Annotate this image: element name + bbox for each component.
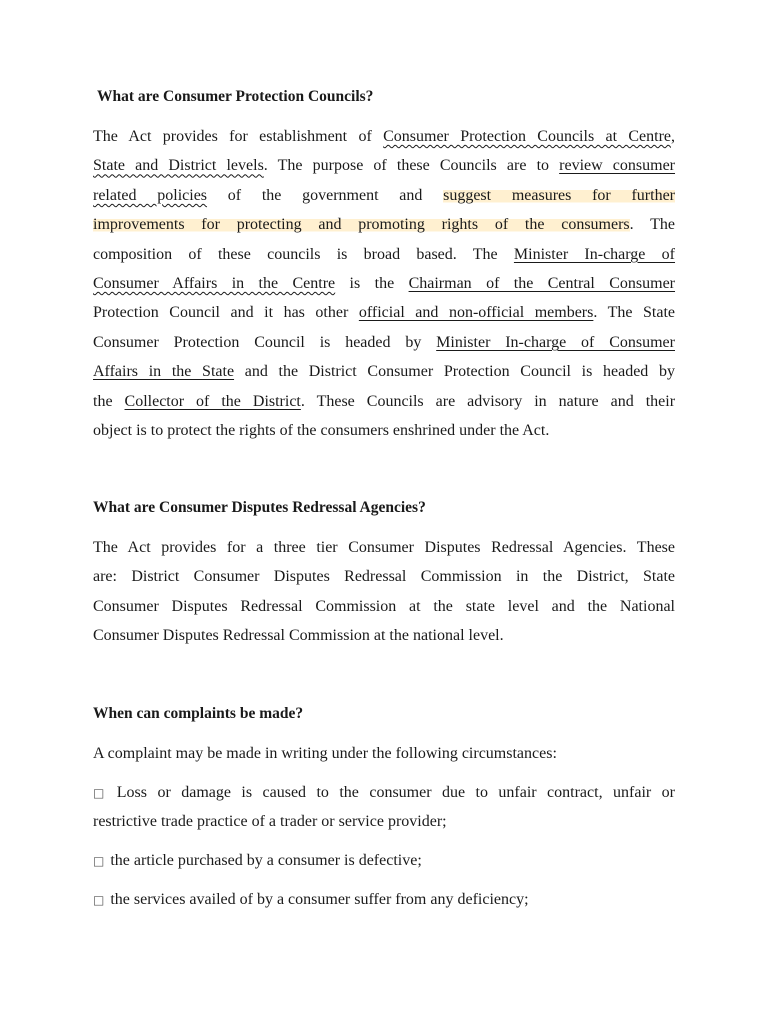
- annotation-underline: Consumer Affairs in the Centre: [93, 274, 336, 292]
- bullet-box-icon: □: [93, 893, 105, 907]
- text-line: the Collector of the District. These Councils are advisory in nature and their: [93, 392, 676, 410]
- paragraph-complaints-intro: [93, 739, 675, 768]
- section-heading-complaints: When can complaints be made?: [93, 705, 304, 722]
- text-line: Protection Council and it has other official and non-official members. The State: [93, 304, 676, 322]
- bullet-item: [93, 846, 675, 875]
- annotation-highlight: improvements for protecting and promoting rights of the consumers: [93, 216, 630, 234]
- text-line: are: District Consumer Disputes Redressal Commission in the District, State: [93, 568, 675, 586]
- bullet-item: [93, 885, 675, 914]
- annotation-underline: official and non-official members: [358, 304, 594, 322]
- text-line: Consumer Disputes Redressal Commission at the state level and the National: [93, 597, 675, 615]
- bullet-box-icon: □: [93, 786, 111, 800]
- annotation-underline: review consumer: [559, 157, 676, 175]
- text-line: State and District levels. The purpose of these Councils are to review consumer: [93, 157, 676, 175]
- paragraph-agencies: [93, 533, 675, 651]
- text-line: □ the services availed of by a consumer suffer from any deficiency;: [93, 891, 529, 908]
- text-line: □ the article purchased by a consumer is defective;: [93, 852, 422, 869]
- annotation-underline: related policies: [93, 186, 208, 204]
- text-line: object is to protect the rights of the consumers enshrined under the Act.: [93, 421, 550, 439]
- text-line: The Act provides for establishment of Consumer Protection Councils at Centre,: [93, 128, 675, 145]
- text-line: restrictive trade practice of a trader or service provider;: [93, 813, 447, 831]
- section-heading-agencies: What are Consumer Disputes Redressal Agencies?: [93, 499, 426, 516]
- annotation-underline: Consumer Protection Councils at Centre: [383, 128, 671, 145]
- text-line: Consumer Protection Council is headed by Minister In-charge of Consumer: [93, 333, 675, 351]
- text-line: improvements for protecting and promoting rights of the consumers. The: [93, 216, 676, 234]
- text-line: Affairs in the State and the District Consumer Protection Council is headed by: [93, 363, 675, 381]
- text-line: related policies of the government and suggest measures for further: [93, 186, 676, 204]
- annotation-highlight: suggest measures for further: [443, 186, 676, 204]
- bullet-item: [93, 778, 675, 837]
- text-line: □ Loss or damage is caused to the consumer due to unfair contract, unfair or: [93, 784, 675, 801]
- annotation-underline: State and District levels: [93, 157, 264, 175]
- annotation-underline: Affairs in the State: [93, 363, 235, 381]
- bullet-box-icon: □: [93, 854, 105, 868]
- paragraph-councils: [93, 122, 675, 445]
- annotation-underline: Collector of the District: [124, 392, 301, 410]
- annotation-underline: Minister In-charge of: [513, 245, 676, 263]
- text-line: Consumer Affairs in the Centre is the Chairman of the Central Consumer: [93, 274, 676, 292]
- section-heading-councils: What are Consumer Protection Councils?: [97, 88, 374, 105]
- text-line: The Act provides for a three tier Consumer Disputes Redressal Agencies. These: [93, 539, 675, 556]
- text-line: Consumer Disputes Redressal Commission at the national level.: [93, 627, 504, 645]
- text-line: composition of these councils is broad based. The Minister In-charge of: [93, 245, 676, 263]
- text-line: A complaint may be made in writing under the following circumstances:: [93, 745, 557, 762]
- annotation-underline: Minister In-charge of Consumer: [436, 333, 675, 351]
- annotation-underline: Chairman of the Central Consumer: [408, 274, 676, 292]
